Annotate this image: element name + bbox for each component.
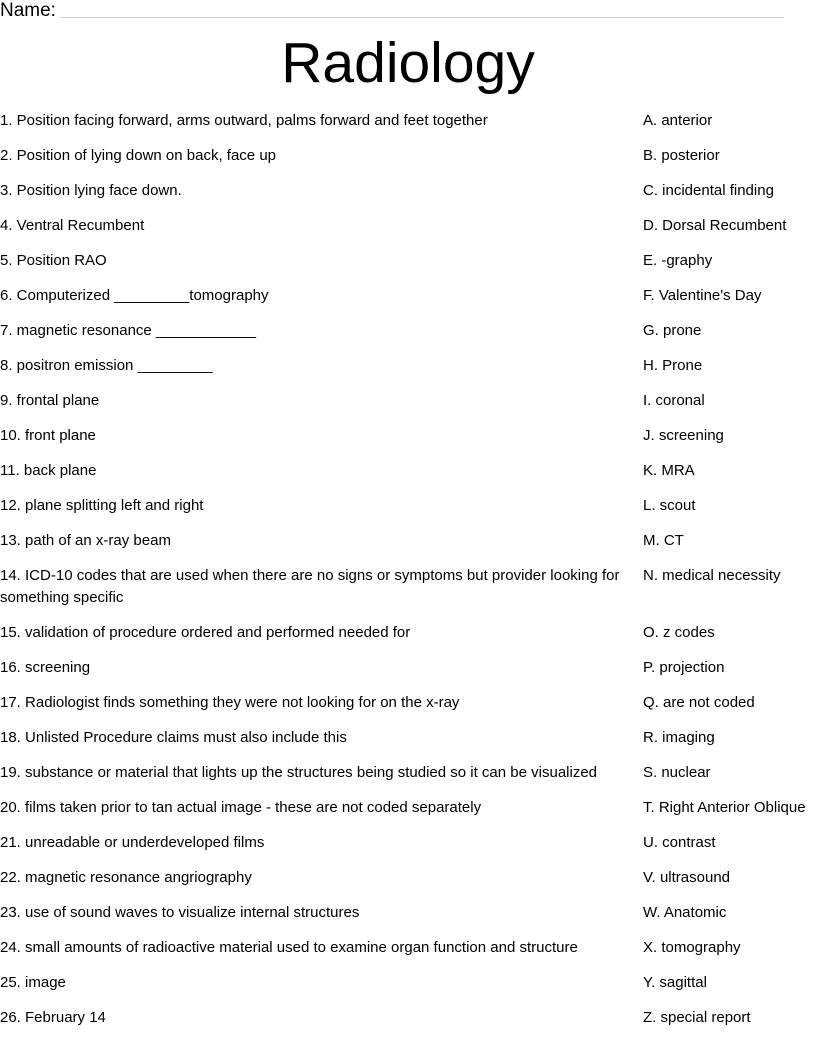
clue-text: 6. Computerized _________tomography: [0, 287, 269, 304]
answer-option: J. screening: [643, 427, 724, 444]
answer-option: U. contrast: [643, 834, 716, 851]
answer-option: W. Anatomic: [643, 904, 727, 921]
answer-option: A. anterior: [643, 112, 713, 129]
clue-text: 26. February 14: [0, 1009, 106, 1026]
matching-row: [0, 355, 816, 377]
clue-text: 2. Position of lying down on back, face up: [0, 147, 277, 164]
answer-option: Q. are not coded: [643, 694, 755, 711]
clue-text: 24. small amounts of radioactive material used to examine organ function and structure: [0, 939, 578, 956]
matching-row: [0, 320, 816, 342]
matching-row: [0, 972, 816, 994]
clue-text: 16. screening: [0, 659, 91, 676]
matching-row: [0, 390, 816, 412]
clue-text: 20. films taken prior to tan actual image - these are not coded separately: [0, 799, 482, 816]
clue-text: 1. Position facing forward, arms outward, palms forward and feet together: [0, 112, 488, 129]
matching-row: [0, 110, 816, 132]
clue-text: 19. substance or material that lights up the structures being studied so it can be visualized: [0, 764, 598, 781]
matching-row: [0, 145, 816, 167]
clue-text: 10. front plane: [0, 427, 96, 444]
clue-text: 5. Position RAO: [0, 252, 107, 269]
matching-row: [0, 180, 816, 202]
matching-row: [0, 867, 816, 889]
clue-text: 17. Radiologist finds something they were not looking for on the x-ray: [0, 694, 460, 711]
answer-option: L. scout: [643, 497, 696, 514]
matching-row: [0, 425, 816, 447]
matching-row: [0, 250, 816, 272]
clue-text: 7. magnetic resonance ____________: [0, 322, 257, 339]
worksheet-title: Radiology: [281, 31, 535, 95]
answer-option: H. Prone: [643, 357, 703, 374]
clue-text: 8. positron emission _________: [0, 357, 213, 374]
answer-option: V. ultrasound: [643, 869, 731, 886]
name-blank-line[interactable]: [60, 17, 784, 18]
name-label: Name:: [0, 0, 56, 21]
answer-option: Z. special report: [643, 1009, 751, 1026]
clue-text: 22. magnetic resonance angriography: [0, 869, 252, 886]
name-field: [0, 0, 790, 22]
clue-text: 4. Ventral Recumbent: [0, 217, 145, 234]
matching-row: [0, 902, 816, 924]
answer-option: F. Valentine's Day: [643, 287, 762, 304]
answer-option: R. imaging: [643, 729, 715, 746]
answer-option: N. medical necessity: [643, 567, 781, 584]
clue-text: 3. Position lying face down.: [0, 182, 182, 199]
matching-row: [0, 622, 816, 644]
answer-option: T. Right Anterior Oblique: [643, 799, 806, 816]
clue-text: 12. plane splitting left and right: [0, 497, 204, 514]
matching-row: [0, 797, 816, 819]
matching-list: [0, 110, 816, 1042]
matching-row: [0, 692, 816, 714]
answer-option: E. -graphy: [643, 252, 713, 269]
answer-option: Y. sagittal: [643, 974, 707, 991]
answer-option: B. posterior: [643, 147, 720, 164]
clue-text: 14. ICD-10 codes that are used when there are no signs or symptoms but provider looking for something specific: [0, 567, 620, 606]
matching-row: [0, 565, 816, 609]
matching-row: [0, 1007, 816, 1029]
answer-option: M. CT: [643, 532, 684, 549]
clue-text: 21. unreadable or underdeveloped films: [0, 834, 265, 851]
matching-row: [0, 832, 816, 854]
matching-row: [0, 215, 816, 237]
matching-row: [0, 762, 816, 784]
clue-text: 15. validation of procedure ordered and performed needed for: [0, 624, 411, 641]
answer-option: X. tomography: [643, 939, 741, 956]
clue-text: 25. image: [0, 974, 66, 991]
answer-option: K. MRA: [643, 462, 695, 479]
answer-option: O. z codes: [643, 624, 715, 641]
matching-row: [0, 530, 816, 552]
answer-option: S. nuclear: [643, 764, 711, 781]
clue-text: 9. frontal plane: [0, 392, 100, 409]
matching-row: [0, 657, 816, 679]
clue-text: 18. Unlisted Procedure claims must also include this: [0, 729, 347, 746]
matching-row: [0, 937, 816, 959]
matching-row: [0, 495, 816, 517]
answer-option: D. Dorsal Recumbent: [643, 217, 787, 234]
matching-row: [0, 727, 816, 749]
clue-text: 23. use of sound waves to visualize internal structures: [0, 904, 360, 921]
matching-row: [0, 285, 816, 307]
clue-text: 11. back plane: [0, 462, 97, 479]
answer-option: I. coronal: [643, 392, 705, 409]
clue-text: 13. path of an x-ray beam: [0, 532, 171, 549]
matching-row: [0, 460, 816, 482]
answer-option: P. projection: [643, 659, 725, 676]
answer-option: G. prone: [643, 322, 702, 339]
answer-option: C. incidental finding: [643, 182, 774, 199]
